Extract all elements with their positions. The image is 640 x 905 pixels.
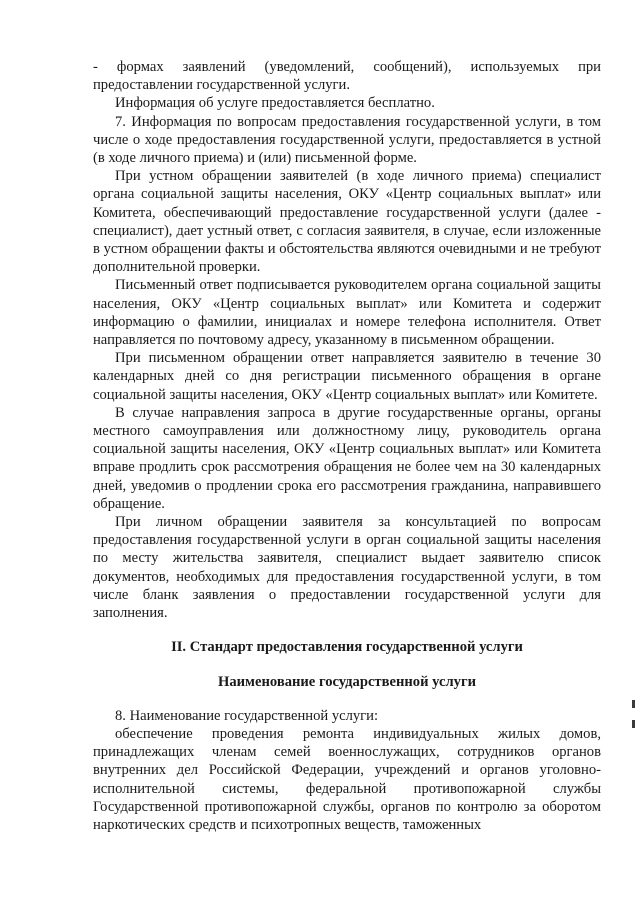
paragraph-item-7: 7. Информация по вопросам предоставления государственной услуги, в том числе о ходе предоставления государственной услуги, предоставляется в устной (в ходе личного приема) и (или) письменной форме.	[93, 113, 601, 167]
paragraph-written-answer: Письменный ответ подписывается руководителем органа социальной защиты населения, ОКУ «Центр социальных выплат» или Комитета и содержит информацию о фамилии, инициалах и номере телефона исполнителя. Ответ направляется по почтовому адресу, указанному в письменном обращении.	[93, 277, 601, 349]
scan-mark	[632, 720, 635, 728]
subsection-heading: Наименование государственной услуги	[218, 673, 476, 690]
document-page	[93, 58, 601, 834]
paragraph-service-name: обеспечение проведения ремонта индивидуальных жилых домов, принадлежащих членам семей военнослужащих, сотрудников органов внутренних дел Российской Федерации, учреждений и органов уголовно-исполнительной системы, федеральной противопожарной службы Государственной противопожарной службы, органов по контролю за оборотом наркотических средств и психотропных веществ, таможенных	[93, 725, 601, 833]
paragraph-extension: В случае направления запроса в другие государственные органы, органы местного самоуправления или должностному лицу, руководитель органа социальной защиты населения, ОКУ «Центр социальных выплат» или Комитета вправе продлить срок рассмотрения обращения не более чем на 30 календарных дней, уведомив о продлении срока его рассмотрения гражданина, направившего обращение.	[93, 404, 601, 512]
paragraph-item-8: 8. Наименование государственной услуги:	[115, 707, 379, 724]
scan-mark	[632, 700, 635, 708]
paragraph-written-request: При письменном обращении ответ направляется заявителю в течение 30 календарных дней со дня регистрации письменного обращения в органе социальной защиты населения, ОКУ «Центр социальных выплат» или Комитете.	[93, 350, 601, 403]
scan-edge-marks	[632, 700, 636, 760]
section-heading: II. Стандарт предоставления государственной услуги	[171, 639, 523, 656]
paragraph-free-service: Информация об услуге предоставляется бесплатно.	[115, 95, 435, 112]
paragraph-forms: - формах заявлений (уведомлений, сообщений), используемых при предоставлении государственной услуги.	[93, 59, 601, 94]
paragraph-oral-request: При устном обращении заявителей (в ходе личного приема) специалист органа социальной защиты населения, ОКУ «Центр социальных выплат» или Комитета, обеспечивающий предоставление государственной услуги (далее - специалист), дает устный ответ, с согласия заявителя, в случае, если изложенные в устном обращении факты и обстоятельства являются очевидными и не требуют дополнительной проверки.	[93, 168, 601, 276]
paragraph-personal-request: При личном обращении заявителя за консультацией по вопросам предоставления государственной услуги в орган социальной защиты населения по месту жительства заявителя, специалист выдает заявителю список документов, необходимых для предоставления государственной услуги, в том числе бланк заявления о предоставлении государственной услуги для заполнения.	[93, 514, 601, 622]
